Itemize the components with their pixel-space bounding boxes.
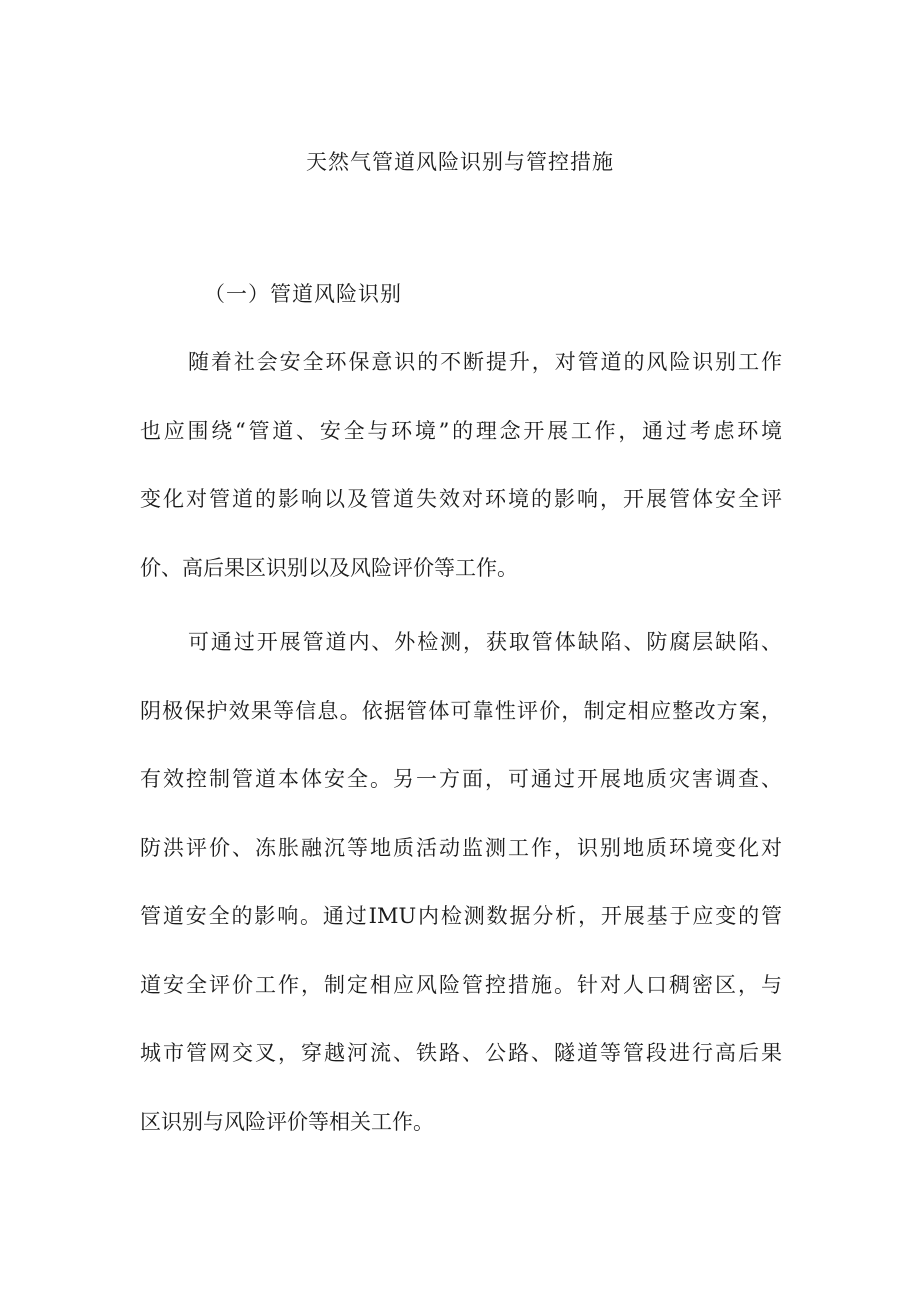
paragraph-2 xyxy=(140,624,782,1172)
paragraph-line: 随着社会安全环保意识的不断提升，对管道的风险识别工作 xyxy=(188,350,782,374)
document-title: 天然气管道风险识别与管控措施 xyxy=(306,150,614,174)
section-heading: （一）管道风险识别 xyxy=(204,282,402,306)
paragraph-line: 变化对管道的影响以及管道失效对环境的影响，开展管体安全评 xyxy=(140,487,782,511)
paragraph-line: 区识别与风险评价等相关工作。 xyxy=(140,1109,434,1134)
paragraph-line: 阴极保护效果等信息。依据管体可靠性评价，制定相应整改方案， xyxy=(140,698,782,723)
paragraph-line: 可通过开展管道内、外检测，获取管体缺陷、防腐层缺陷、 xyxy=(188,630,782,654)
paragraph-line: 道安全评价工作，制定相应风险管控措施。针对人口稠密区，与 xyxy=(140,972,782,997)
paragraph-line: 也应围绕“管道、安全与环境”的理念开展工作，通过考虑环境 xyxy=(140,418,782,443)
paragraph-line: 有效控制管道本体安全。另一方面，可通过开展地质灾害调查、 xyxy=(140,767,782,791)
paragraph-line: 管道安全的影响。通过IMU内检测数据分析，开展基于应变的管 xyxy=(140,904,782,928)
paragraph-line: 防洪评价、冻胀融沉等地质活动监测工作，识别地质环境变化对 xyxy=(140,835,782,860)
paragraph-line: 价、高后果区识别以及风险评价等工作。 xyxy=(140,555,518,580)
paragraph-line: 城市管网交叉，穿越河流、铁路、公路、隧道等管段进行高后果 xyxy=(140,1041,782,1065)
paragraph-1 xyxy=(140,344,782,618)
